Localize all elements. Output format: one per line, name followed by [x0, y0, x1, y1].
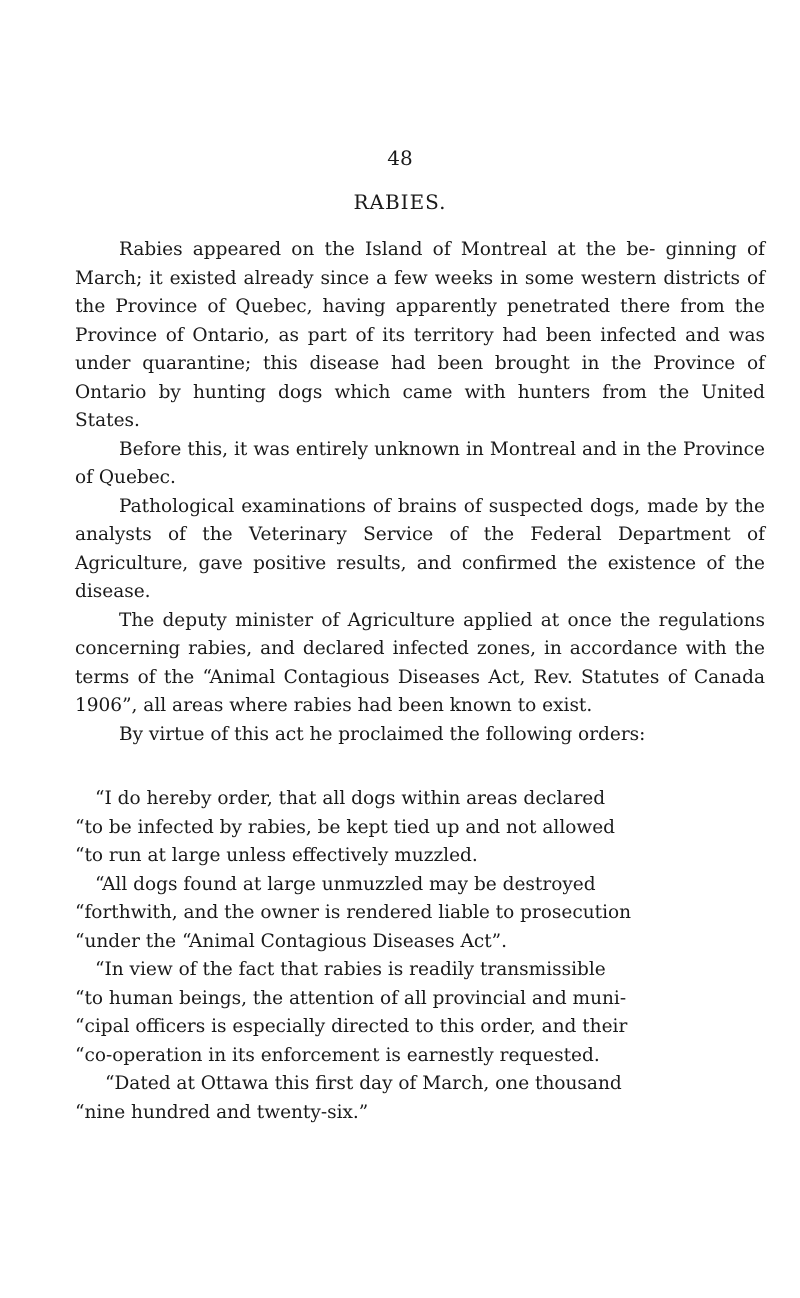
order-dogs-tied [75, 785, 765, 871]
order-dogs-destroyed [75, 871, 765, 957]
order-line: “In view of the fact that rabies is readily transmissible [95, 959, 606, 980]
order-line: “nine hundred and twenty-six.” [75, 1101, 369, 1123]
page-number: 48 [387, 146, 413, 170]
paragraph-rabies-appearance: Rabies appeared on the Island of Montreal at the be- ginning of March; it existed already since a few weeks in some western districts of the Province of Quebec, having apparently penetrated there from the Province of Ontario, as part of its territory had been infected and was under quarantine; this disease had been brought in the Province of Ontario by hunting dogs which came with hunters from the United States. [75, 239, 765, 431]
order-line: “Dated at Ottawa this first day of March, one thousand [105, 1073, 622, 1094]
order-line: “to run at large unless effectively muzzled. [75, 845, 478, 866]
order-line: “All dogs found at large unmuzzled may be destroyed [95, 873, 596, 895]
paragraph-proclamation-intro: By virtue of this act he proclaimed the following orders: [119, 723, 646, 745]
order-officers-attention [75, 956, 765, 1070]
paragraph-previously-unknown: Before this, it was entirely unknown in Montreal and in the Province of Quebec. [75, 438, 765, 488]
order-line: “to human beings, the attention of all provincial and muni- [75, 987, 627, 1009]
order-line: “I do hereby order, that all dogs within areas declared [95, 788, 606, 809]
order-line: “under the “Animal Contagious Diseases Act”. [75, 930, 508, 952]
order-date-signature [75, 1070, 765, 1127]
proclaimed-orders [75, 785, 765, 1127]
paragraph-pathological-examinations: Pathological examinations of brains of suspected dogs, made by the analysts of the Veterinary Service of the Federal Department of Agriculture, gave positive results, and confirmed the existence of the disease. [75, 495, 765, 602]
order-line: “cipal officers is especially directed to this order, and their [75, 1016, 628, 1037]
page-title: RABIES. [353, 190, 447, 214]
order-line: “to be infected by rabies, be kept tied up and not allowed [75, 816, 615, 838]
order-line: “co-operation in its enforcement is earnestly requested. [75, 1044, 600, 1066]
paragraph-regulations-applied: The deputy minister of Agriculture applied at once the regulations concerning rabies, and declared infected zones, in accordance with the terms of the “Animal Contagious Diseases Act, Rev. Statutes of Canada 1906”, all areas where rabies had been known to exist. [75, 609, 765, 716]
document-body [75, 236, 765, 1127]
order-line: “forthwith, and the owner is rendered liable to prosecution [75, 902, 632, 923]
